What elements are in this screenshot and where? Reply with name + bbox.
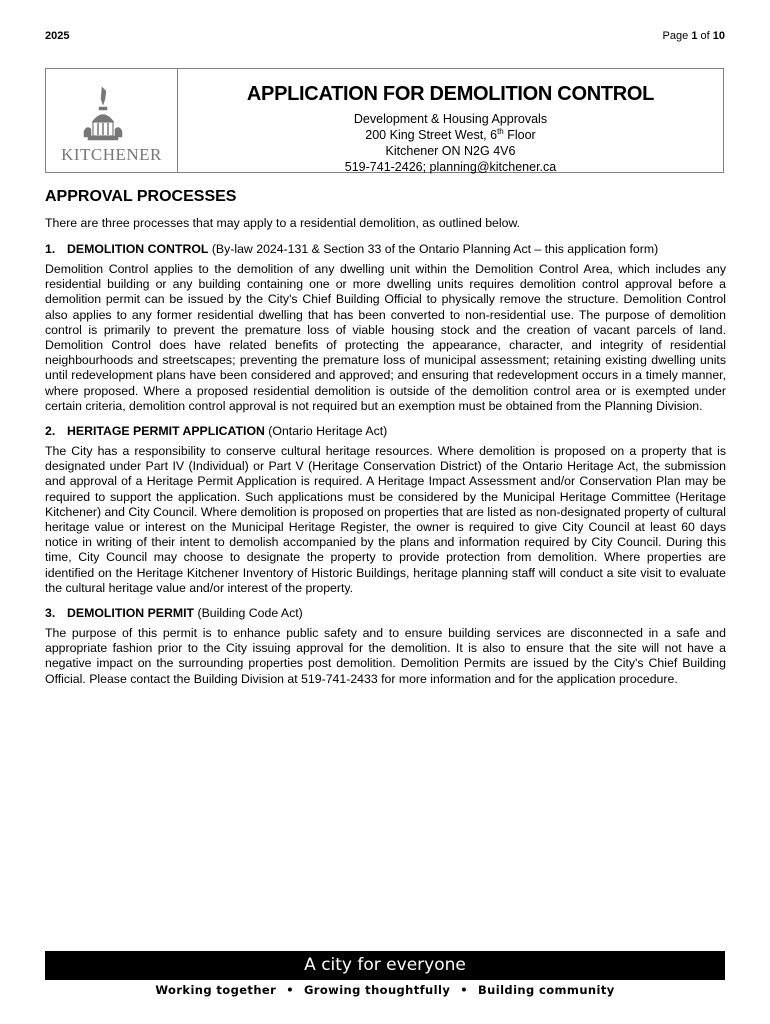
bullet-separator: • — [286, 983, 294, 997]
page-word: Page — [662, 30, 689, 42]
section-heading: APPROVAL PROCESSES — [45, 188, 237, 205]
city-logo — [46, 69, 178, 172]
department-name: Development & Housing Approvals — [353, 112, 548, 126]
city-postal: Kitchener ON N2G 4V6 — [385, 144, 516, 158]
section-1-heading — [45, 242, 726, 256]
title-block — [178, 69, 723, 172]
section-3-heading — [45, 606, 726, 620]
section-name: DEMOLITION PERMIT — [67, 606, 195, 621]
section-name: DEMOLITION CONTROL — [67, 242, 209, 256]
section-note: (By-law 2024-131 & Section 33 of the Ontario Planning Act – this application form) — [208, 242, 659, 256]
section-2-heading — [45, 424, 726, 438]
footer-tagline — [45, 983, 725, 997]
address-floor: Floor — [503, 128, 536, 142]
tagline-item: Building community — [478, 983, 615, 997]
page-of: of — [700, 30, 710, 42]
tagline-item: Working together — [155, 983, 277, 997]
intro-text: There are three processes that may apply to a residential demolition, as outlined below. — [45, 216, 521, 230]
address-suffix: th — [497, 126, 504, 136]
section-2-body: The City has a responsibility to conserve cultural heritage resources. Where demolition is proposed on a property that is designated under Part IV (Individual) or Part V (Heritage Conservation District) of the Ontario Heritage Act, the submission and approval of a Heritage Permit Application is required. A Heritage Impact Assessment and/or Conservation Plan may be required to support the application. Such applications must be considered by the Municipal Heritage Committee (Heritage Kitchener) and City Council. Where demolition is proposed on properties that are listed as non-designated property of cultural heritage value or interest on the Municipal Heritage Register, the owner is required to give City Council at least 60 days notice in writing of their intent to demolish accompanied by the plans and information required by City Council. During this time, City Council may choose to designate the property to provide protection from demolition. Where properties are identified on the Heritage Kitchener Inventory of Historic Buildings, heritage planning staff will conduct a site visit to evaluate the cultural heritage value and/or interest of the property. — [45, 444, 726, 595]
logo-wordmark: KITCHENER — [61, 145, 162, 164]
contact-info: 519-741-2426; planning@kitchener.ca — [344, 160, 557, 174]
section-3-body: The purpose of this permit is to enhance public safety and to ensure building services are disconnected in a safe and appropriate fashion prior to the City issuing approval for the demolition. It is also to ensure that the site will not have a negative impact on the surrounding properties post demolition. Demolition Permits are issued by the City's Chief Building Official. Please contact the Building Division at 519-741-2433 for more information and for the application procedure. — [45, 626, 726, 686]
footer-slogan-bar: A city for everyone — [45, 951, 725, 980]
section-name: HERITAGE PERMIT APPLICATION — [67, 424, 265, 439]
main-content — [45, 188, 726, 697]
street-address — [178, 127, 723, 143]
page-total: 10 — [712, 30, 725, 42]
page-number — [663, 30, 725, 42]
page-current: 1 — [691, 30, 698, 42]
address-street: 200 King Street West, 6 — [365, 128, 498, 142]
section-1-body: Demolition Control applies to the demolition of any dwelling unit within the Demolition Control Area, which includes any residential building or any building containing one or more dwelling units requires demolition control approval before a demolition permit can be issued by the City's Chief Building Official to physically remove the structure. Demolition Control also applies to any former residential dwelling that has been converted to non-residential use. The purpose of demolition control is primarily to prevent the premature loss of viable housing stock and the creation of vacant parcels of land. Demolition Control does have related benefits of protecting the appearance, character, and integrity of residential neighbourhoods and streetscapes; preventing the premature loss of municipal assessment; retaining existing dwelling units until redevelopment plans have been considered and approved; and ensuring that redevelopment occurs in a timely manner, where proposed. Where a proposed residential demolition is outside of the demolition control area or is exempted under certain criteria, demolition control approval is not required but an exemption must be obtained from the Planning Division. — [45, 262, 726, 413]
bullet-separator: • — [460, 983, 468, 997]
document-year: 2025 — [45, 30, 70, 42]
form-title: APPLICATION FOR DEMOLITION CONTROL — [246, 83, 655, 105]
section-note: (Building Code Act) — [194, 606, 303, 621]
section-number: 2. — [45, 424, 56, 439]
tagline-item: Growing thoughtfully — [303, 983, 451, 997]
section-number: 3. — [45, 606, 56, 621]
section-number: 1. — [45, 242, 56, 256]
section-note: (Ontario Heritage Act) — [264, 424, 388, 439]
header-box — [45, 68, 724, 173]
